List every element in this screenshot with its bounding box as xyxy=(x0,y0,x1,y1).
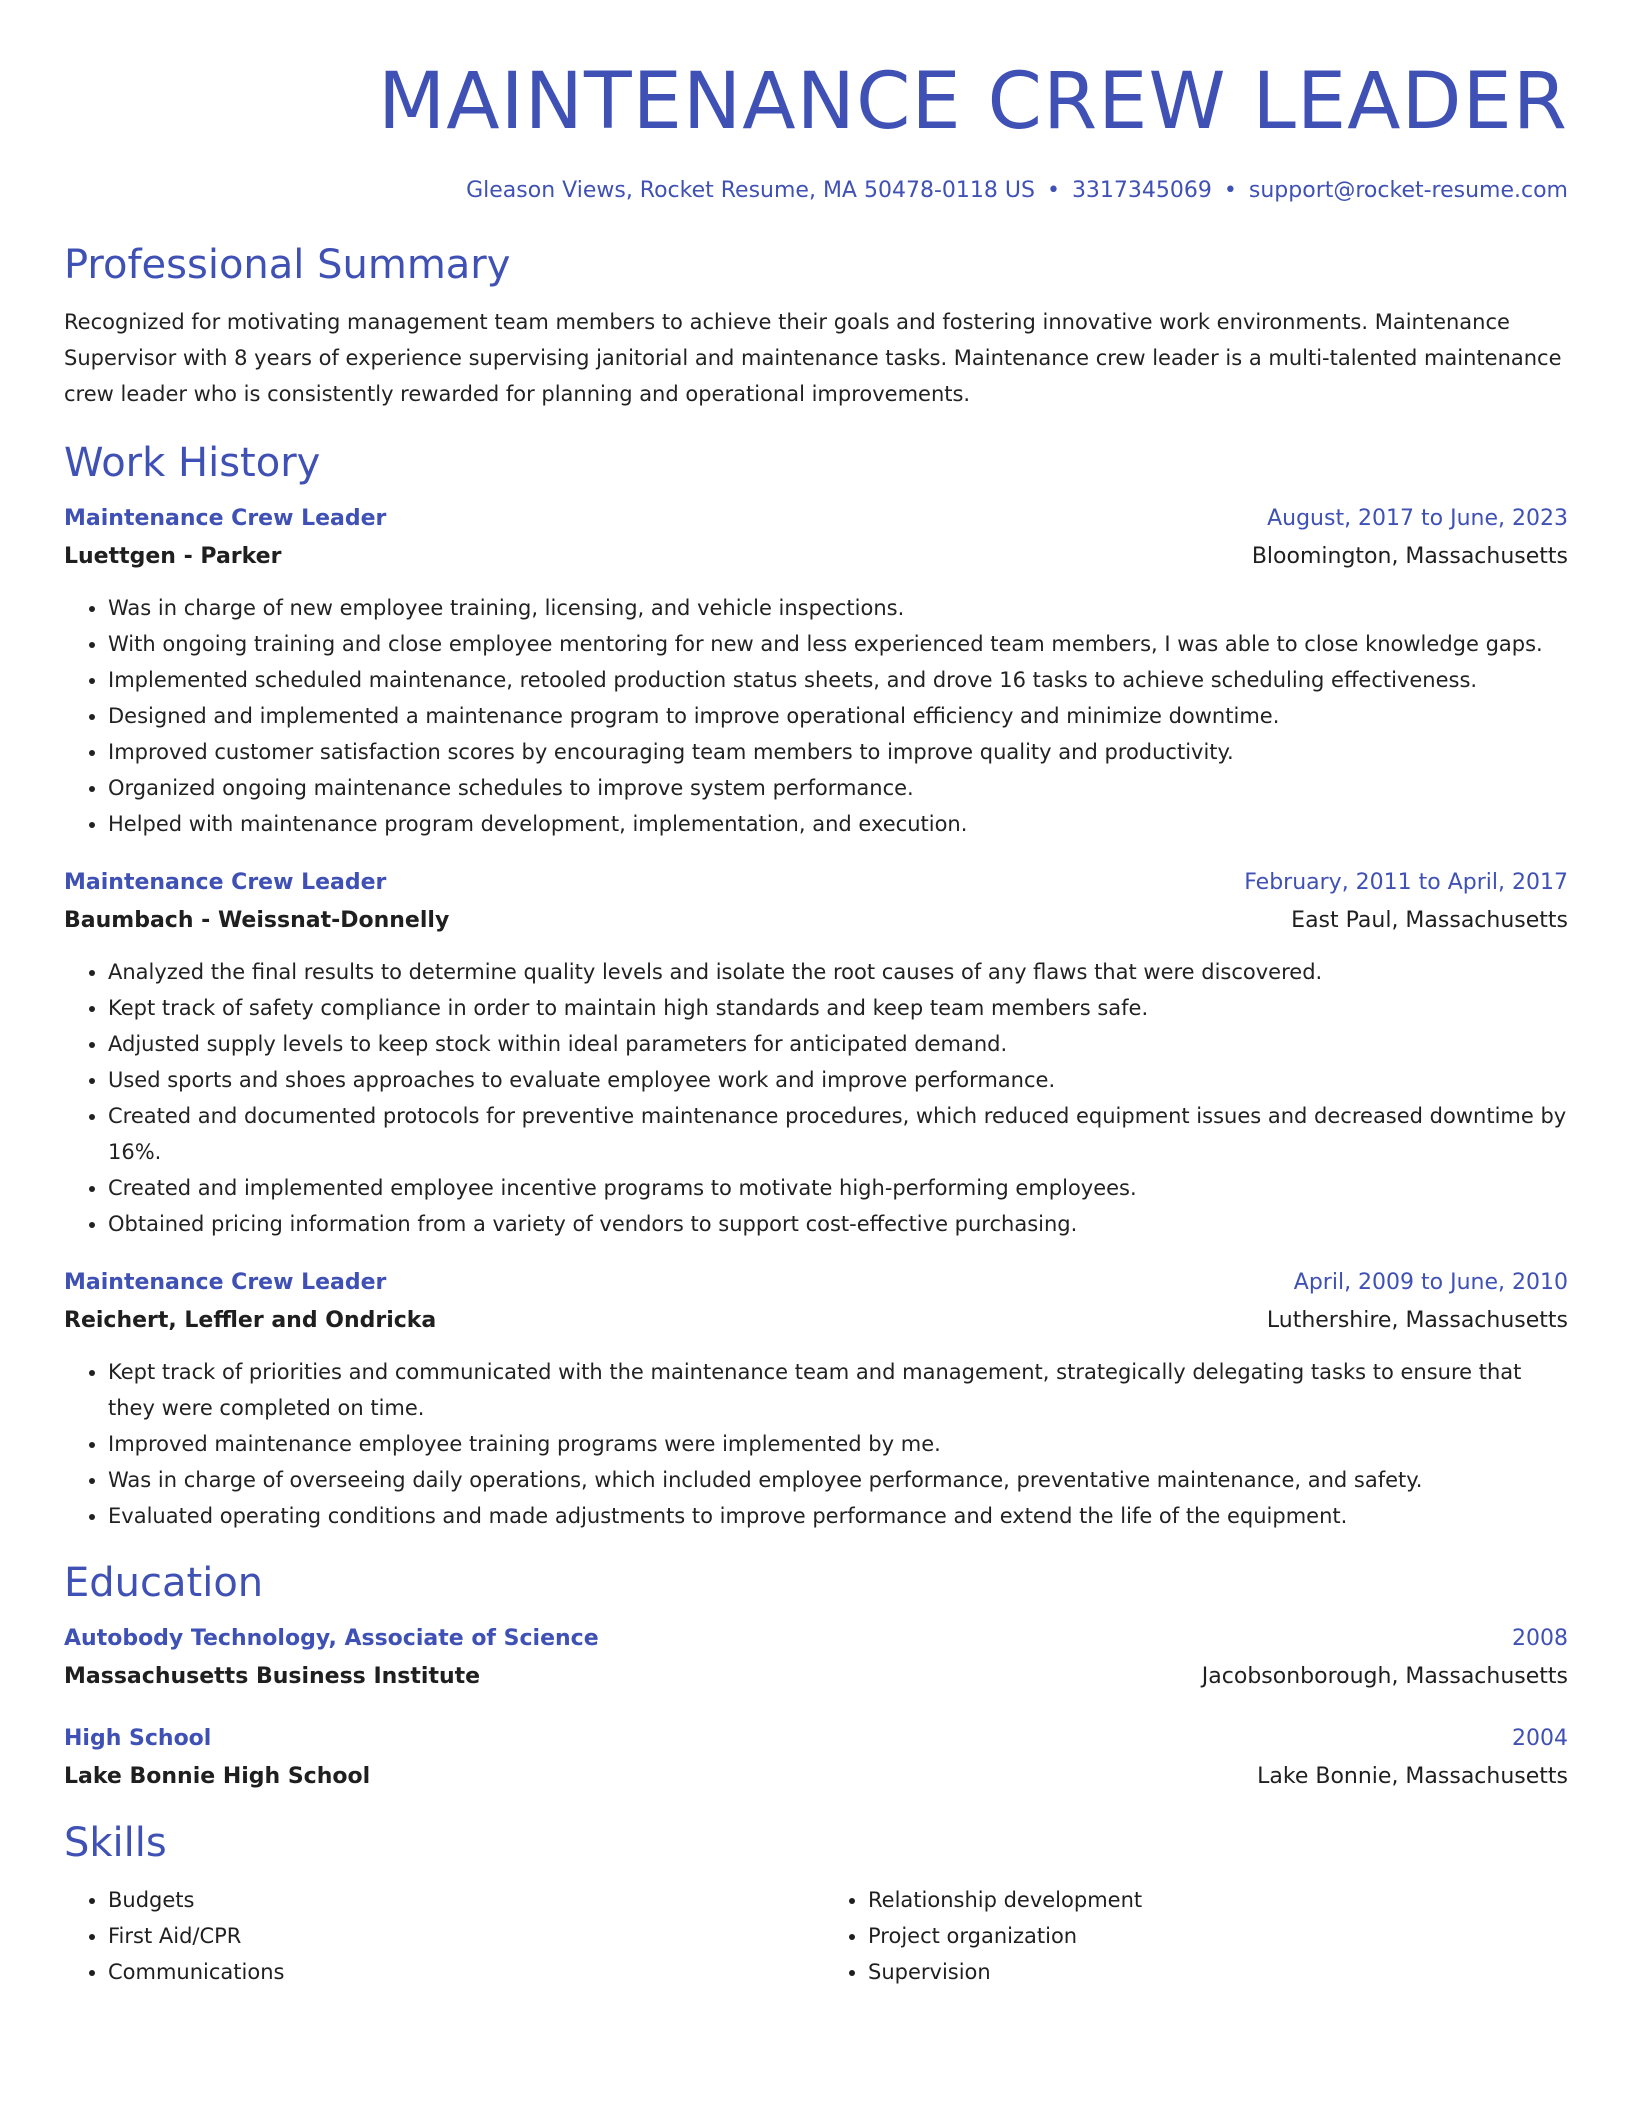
summary-text: Recognized for motivating management team members to achieve their goals and fostering innovative work environments. Maintenance Supervisor with 8 years of experience supervising janitorial and maintenance tasks. Maintenance crew leader is a multi-talented maintenance crew leader who is consistently rewarded for planning and operational improvements. xyxy=(64,310,1562,406)
job-entry xyxy=(64,500,1568,842)
job-dates: April, 2009 to June, 2010 xyxy=(1293,1270,1568,1295)
education-school: Massachusetts Business Institute xyxy=(64,1664,481,1689)
job-bullets xyxy=(64,590,1568,842)
contact-line xyxy=(64,174,1568,208)
job-title: Maintenance Crew Leader xyxy=(64,870,387,895)
skill-item: • Relationship development xyxy=(868,1882,1568,1918)
skill-item: • Project organization xyxy=(868,1918,1568,1954)
education-location: Lake Bonnie, Massachusetts xyxy=(1257,1764,1568,1789)
education-entry xyxy=(64,1620,1568,1696)
job-location: Bloomington, Massachusetts xyxy=(1251,544,1568,569)
list-item: • Kept track of priorities and communicated with the maintenance team and management, strategically delegating tasks to ensure that they were completed on time. xyxy=(108,1354,1568,1426)
list-item: • Created and implemented employee incentive programs to motivate high-performing employees. xyxy=(108,1170,1568,1206)
list-item: • Improved customer satisfaction scores by encouraging team members to improve quality and productivity. xyxy=(108,734,1568,770)
contact-separator: • xyxy=(1046,178,1060,203)
job-dates: February, 2011 to April, 2017 xyxy=(1244,870,1568,895)
contact-phone: 3317345069 xyxy=(1071,178,1212,203)
resume-page xyxy=(64,50,1568,1990)
skills-columns xyxy=(64,1882,1568,1990)
education-year: 2008 xyxy=(1512,1626,1568,1651)
list-item: • Obtained pricing information from a variety of vendors to support cost-effective purchasing. xyxy=(108,1206,1568,1242)
job-dates: August, 2017 to June, 2023 xyxy=(1267,506,1568,531)
contact-email: support@rocket-resume.com xyxy=(1248,178,1568,203)
education-school: Lake Bonnie High School xyxy=(64,1764,371,1789)
education-degree: Autobody Technology, Associate of Science xyxy=(64,1626,599,1651)
list-item: • Was in charge of new employee training, licensing, and vehicle inspections. xyxy=(108,590,1568,626)
job-title: Maintenance Crew Leader xyxy=(64,506,387,531)
job-entry xyxy=(64,864,1568,1242)
list-item: • Evaluated operating conditions and made adjustments to improve performance and extend the life of the equipment. xyxy=(108,1498,1568,1534)
list-item: • Improved maintenance employee training programs were implemented by me. xyxy=(108,1426,1568,1462)
education-entry xyxy=(64,1720,1568,1796)
skills-list-left xyxy=(64,1882,808,1990)
list-item: • Implemented scheduled maintenance, retooled production status sheets, and drove 16 tasks to achieve scheduling effectiveness. xyxy=(108,662,1568,698)
list-item: • Kept track of safety compliance in order to maintain high standards and keep team members safe. xyxy=(108,990,1568,1026)
skill-item: • Budgets xyxy=(108,1882,808,1918)
education-location: Jacobsonborough, Massachusetts xyxy=(1201,1664,1568,1689)
job-company: Reichert, Leffler and Ondricka xyxy=(64,1308,437,1333)
list-item: • With ongoing training and close employee mentoring for new and less experienced team members, I was able to close knowledge gaps. xyxy=(108,626,1568,662)
section-heading-skills: Skills xyxy=(64,1820,167,1866)
job-company: Baumbach - Weissnat-Donnelly xyxy=(64,908,450,933)
list-item: • Organized ongoing maintenance schedules to improve system performance. xyxy=(108,770,1568,806)
skills-list-right xyxy=(808,1882,1568,1990)
job-entry xyxy=(64,1264,1568,1534)
job-title: Maintenance Crew Leader xyxy=(64,1270,387,1295)
resume-name: MAINTENANCE CREW LEADER xyxy=(377,57,1568,147)
skills-section xyxy=(64,1816,1568,1990)
work-history-section xyxy=(64,436,1568,1534)
list-item: • Helped with maintenance program development, implementation, and execution. xyxy=(108,806,1568,842)
education-degree: High School xyxy=(64,1726,212,1751)
education-year: 2004 xyxy=(1512,1726,1568,1751)
list-item: • Was in charge of overseeing daily operations, which included employee performance, preventative maintenance, and safety. xyxy=(108,1462,1568,1498)
skill-item: • Communications xyxy=(108,1954,808,1990)
section-heading-education: Education xyxy=(64,1560,264,1606)
job-bullets xyxy=(64,1354,1568,1534)
list-item: • Adjusted supply levels to keep stock within ideal parameters for anticipated demand. xyxy=(108,1026,1568,1062)
contact-separator: • xyxy=(1223,178,1237,203)
list-item: • Created and documented protocols for preventive maintenance procedures, which reduced equipment issues and decreased downtime by 16%. xyxy=(108,1098,1568,1170)
skill-item: • First Aid/CPR xyxy=(108,1918,808,1954)
job-bullets xyxy=(64,954,1568,1242)
summary-section xyxy=(64,238,1568,412)
section-heading-work-history: Work History xyxy=(64,440,321,486)
skill-item: • Supervision xyxy=(868,1954,1568,1990)
job-location: East Paul, Massachusetts xyxy=(1291,908,1568,933)
list-item: • Analyzed the final results to determine quality levels and isolate the root causes of any flaws that were discovered. xyxy=(108,954,1568,990)
contact-address: Gleason Views, Rocket Resume, MA 50478-0118 US xyxy=(466,178,1035,203)
list-item: • Designed and implemented a maintenance program to improve operational efficiency and minimize downtime. xyxy=(108,698,1568,734)
job-location: Luthershire, Massachusetts xyxy=(1266,1308,1568,1333)
list-item: • Used sports and shoes approaches to evaluate employee work and improve performance. xyxy=(108,1062,1568,1098)
job-company: Luettgen - Parker xyxy=(64,544,282,569)
section-heading-summary: Professional Summary xyxy=(64,242,511,288)
education-section xyxy=(64,1556,1568,1796)
